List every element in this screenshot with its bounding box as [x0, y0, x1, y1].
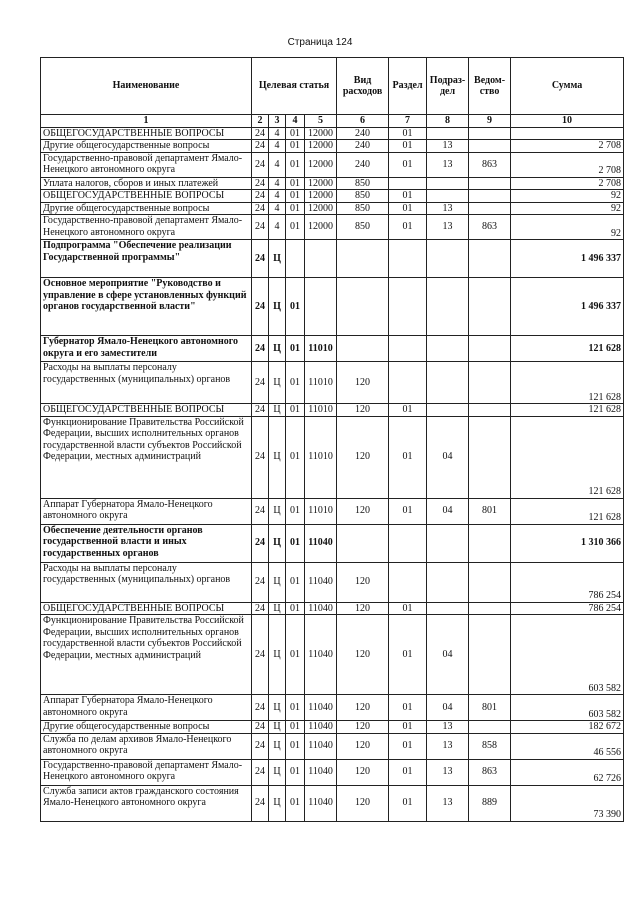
target-c3: Ц	[269, 759, 286, 785]
row-name: Служба записи актов гражданского состояния Ямало-Ненецкого автономного округа	[41, 785, 252, 821]
target-c2: 24	[252, 602, 269, 615]
sum-cell: 121 628	[511, 498, 624, 524]
vedomstvo-cell	[469, 416, 511, 498]
target-c5	[305, 278, 337, 336]
target-c2: 24	[252, 362, 269, 404]
col-number: 1	[41, 115, 252, 128]
podrazdel-cell	[427, 404, 469, 417]
target-c2: 24	[252, 404, 269, 417]
vid-cell: 120	[337, 695, 389, 721]
target-c5: 11040	[305, 695, 337, 721]
target-c3: 4	[269, 140, 286, 153]
table-row	[41, 404, 624, 417]
vedomstvo-cell: 863	[469, 152, 511, 177]
target-c3: 4	[269, 127, 286, 140]
target-c5: 11040	[305, 615, 337, 695]
col-number: 3	[269, 115, 286, 128]
podrazdel-cell	[427, 127, 469, 140]
target-c4: 01	[286, 524, 305, 562]
target-c5: 11040	[305, 602, 337, 615]
target-c2: 24	[252, 240, 269, 278]
vedomstvo-cell: 863	[469, 759, 511, 785]
target-c2: 24	[252, 336, 269, 362]
row-name: Другие общегосударственные вопросы	[41, 721, 252, 734]
target-c2: 24	[252, 562, 269, 602]
target-c3: 4	[269, 152, 286, 177]
vid-cell: 850	[337, 190, 389, 203]
target-c2: 24	[252, 278, 269, 336]
razdel-cell: 01	[389, 190, 427, 203]
vedomstvo-cell	[469, 721, 511, 734]
target-c3: Ц	[269, 562, 286, 602]
table-row	[41, 695, 624, 721]
table-row	[41, 759, 624, 785]
vid-cell: 120	[337, 759, 389, 785]
razdel-cell: 01	[389, 721, 427, 734]
column-number-row	[41, 115, 624, 128]
target-c2: 24	[252, 190, 269, 203]
table-row	[41, 733, 624, 759]
col-number: 4	[286, 115, 305, 128]
podrazdel-cell: 13	[427, 202, 469, 215]
vedomstvo-cell: 858	[469, 733, 511, 759]
target-c5: 12000	[305, 215, 337, 240]
podrazdel-cell	[427, 278, 469, 336]
sum-cell: 121 628	[511, 404, 624, 417]
table-row	[41, 615, 624, 695]
page-number: Страница 124	[287, 37, 353, 48]
vid-cell: 120	[337, 562, 389, 602]
budget-table	[40, 57, 624, 822]
row-name: Функционирование Правительства Российской Федерации, высших исполнительных органов государственной власти субъектов Российской Федерации, местных администраций	[41, 615, 252, 695]
target-c3: Ц	[269, 240, 286, 278]
target-c4: 01	[286, 404, 305, 417]
razdel-cell: 01	[389, 602, 427, 615]
sum-cell: 2 708	[511, 152, 624, 177]
vid-cell: 120	[337, 721, 389, 734]
target-c3: Ц	[269, 278, 286, 336]
target-c5: 11010	[305, 416, 337, 498]
target-c4: 01	[286, 140, 305, 153]
target-c5: 12000	[305, 152, 337, 177]
razdel-cell	[389, 240, 427, 278]
target-c3: Ц	[269, 404, 286, 417]
target-c4: 01	[286, 416, 305, 498]
vid-cell: 240	[337, 152, 389, 177]
target-c3: Ц	[269, 615, 286, 695]
vedomstvo-cell	[469, 336, 511, 362]
table-row	[41, 602, 624, 615]
vedomstvo-cell	[469, 140, 511, 153]
podrazdel-cell	[427, 362, 469, 404]
target-c3: Ц	[269, 733, 286, 759]
target-c4: 01	[286, 190, 305, 203]
podrazdel-cell: 13	[427, 733, 469, 759]
target-c2: 24	[252, 695, 269, 721]
razdel-cell: 01	[389, 416, 427, 498]
vid-cell: 120	[337, 404, 389, 417]
table-row	[41, 127, 624, 140]
header-row	[41, 58, 624, 115]
table-row	[41, 278, 624, 336]
podrazdel-cell	[427, 562, 469, 602]
sum-cell: 121 628	[511, 416, 624, 498]
target-c2: 24	[252, 733, 269, 759]
target-c3: 4	[269, 190, 286, 203]
razdel-cell: 01	[389, 152, 427, 177]
sum-cell: 46 556	[511, 733, 624, 759]
table-row	[41, 202, 624, 215]
sum-cell: 73 390	[511, 785, 624, 821]
col-number: 8	[427, 115, 469, 128]
vid-cell: 120	[337, 416, 389, 498]
vid-cell: 240	[337, 127, 389, 140]
col-number: 6	[337, 115, 389, 128]
podrazdel-cell	[427, 602, 469, 615]
target-c2: 24	[252, 177, 269, 190]
vid-cell: 120	[337, 498, 389, 524]
target-c3: 4	[269, 215, 286, 240]
target-c5: 12000	[305, 202, 337, 215]
row-name: ОБЩЕГОСУДАРСТВЕННЫЕ ВОПРОСЫ	[41, 404, 252, 417]
table-row	[41, 524, 624, 562]
sum-cell: 2 708	[511, 177, 624, 190]
podrazdel-cell: 04	[427, 498, 469, 524]
target-c3: 4	[269, 202, 286, 215]
target-c4: 01	[286, 759, 305, 785]
sum-cell: 182 672	[511, 721, 624, 734]
razdel-cell: 01	[389, 615, 427, 695]
vedomstvo-cell	[469, 240, 511, 278]
vedomstvo-cell: 801	[469, 695, 511, 721]
sum-cell: 786 254	[511, 602, 624, 615]
vedomstvo-cell	[469, 177, 511, 190]
header-razdel: Раздел	[389, 58, 427, 115]
col-number: 9	[469, 115, 511, 128]
row-name: Государственно-правовой департамент Ямало-Ненецкого автономного округа	[41, 215, 252, 240]
podrazdel-cell: 04	[427, 615, 469, 695]
podrazdel-cell: 13	[427, 721, 469, 734]
header-vedomstvo: Ведом-ство	[469, 58, 511, 115]
razdel-cell: 01	[389, 785, 427, 821]
target-c2: 24	[252, 524, 269, 562]
sum-cell: 92	[511, 190, 624, 203]
target-c3: Ц	[269, 695, 286, 721]
sum-cell: 121 628	[511, 362, 624, 404]
razdel-cell: 01	[389, 127, 427, 140]
row-name: ОБЩЕГОСУДАРСТВЕННЫЕ ВОПРОСЫ	[41, 127, 252, 140]
podrazdel-cell	[427, 524, 469, 562]
vedomstvo-cell	[469, 524, 511, 562]
target-c2: 24	[252, 140, 269, 153]
vedomstvo-cell: 801	[469, 498, 511, 524]
vedomstvo-cell	[469, 362, 511, 404]
col-number: 7	[389, 115, 427, 128]
podrazdel-cell	[427, 240, 469, 278]
razdel-cell	[389, 278, 427, 336]
target-c3: Ц	[269, 721, 286, 734]
target-c5: 11040	[305, 562, 337, 602]
target-c3: Ц	[269, 524, 286, 562]
header-target: Целевая статья	[252, 58, 337, 115]
target-c5: 12000	[305, 190, 337, 203]
table-row	[41, 336, 624, 362]
target-c4: 01	[286, 127, 305, 140]
vedomstvo-cell: 863	[469, 215, 511, 240]
vid-cell: 120	[337, 785, 389, 821]
razdel-cell: 01	[389, 695, 427, 721]
target-c2: 24	[252, 721, 269, 734]
target-c5: 11040	[305, 785, 337, 821]
row-name: Уплата налогов, сборов и иных платежей	[41, 177, 252, 190]
row-name: Расходы на выплаты персоналу государственных (муниципальных) органов	[41, 562, 252, 602]
target-c3: Ц	[269, 416, 286, 498]
podrazdel-cell: 04	[427, 695, 469, 721]
table-row	[41, 721, 624, 734]
vid-cell: 120	[337, 733, 389, 759]
target-c4	[286, 240, 305, 278]
row-name: Расходы на выплаты персоналу государственных (муниципальных) органов	[41, 362, 252, 404]
table-row	[41, 140, 624, 153]
row-name: Служба по делам архивов Ямало-Ненецкого автономного округа	[41, 733, 252, 759]
razdel-cell: 01	[389, 215, 427, 240]
col-number: 10	[511, 115, 624, 128]
sum-cell: 121 628	[511, 336, 624, 362]
target-c5: 11010	[305, 404, 337, 417]
target-c4: 01	[286, 695, 305, 721]
podrazdel-cell	[427, 336, 469, 362]
table-row	[41, 562, 624, 602]
podrazdel-cell: 04	[427, 416, 469, 498]
sum-cell: 1 496 337	[511, 240, 624, 278]
col-number: 5	[305, 115, 337, 128]
target-c3: Ц	[269, 336, 286, 362]
target-c5: 12000	[305, 177, 337, 190]
podrazdel-cell: 13	[427, 759, 469, 785]
target-c4: 01	[286, 336, 305, 362]
table-row	[41, 416, 624, 498]
vid-cell: 850	[337, 215, 389, 240]
target-c5: 11040	[305, 759, 337, 785]
sum-cell: 92	[511, 215, 624, 240]
target-c4: 01	[286, 152, 305, 177]
razdel-cell	[389, 524, 427, 562]
target-c4: 01	[286, 785, 305, 821]
target-c2: 24	[252, 615, 269, 695]
vedomstvo-cell: 889	[469, 785, 511, 821]
target-c2: 24	[252, 759, 269, 785]
razdel-cell	[389, 177, 427, 190]
razdel-cell	[389, 362, 427, 404]
vedomstvo-cell	[469, 602, 511, 615]
target-c5	[305, 240, 337, 278]
table-row	[41, 215, 624, 240]
target-c4: 01	[286, 215, 305, 240]
sum-cell: 62 726	[511, 759, 624, 785]
col-number: 2	[252, 115, 269, 128]
vid-cell: 240	[337, 140, 389, 153]
header-podrazdel: Подраз-дел	[427, 58, 469, 115]
target-c5: 11010	[305, 498, 337, 524]
row-name: Функционирование Правительства Российской Федерации, высших исполнительных органов государственной власти субъектов Российской Федерации, местных администраций	[41, 416, 252, 498]
sum-cell: 603 582	[511, 615, 624, 695]
row-name: ОБЩЕГОСУДАРСТВЕННЫЕ ВОПРОСЫ	[41, 602, 252, 615]
table-row	[41, 362, 624, 404]
vedomstvo-cell	[469, 404, 511, 417]
sum-cell	[511, 127, 624, 140]
target-c3: Ц	[269, 498, 286, 524]
target-c4: 01	[286, 602, 305, 615]
podrazdel-cell	[427, 190, 469, 203]
target-c4: 01	[286, 498, 305, 524]
target-c4: 01	[286, 733, 305, 759]
razdel-cell: 01	[389, 498, 427, 524]
razdel-cell: 01	[389, 733, 427, 759]
vid-cell	[337, 524, 389, 562]
table-row	[41, 190, 624, 203]
vid-cell: 850	[337, 202, 389, 215]
table-row	[41, 240, 624, 278]
header-summa: Сумма	[511, 58, 624, 115]
target-c5: 11040	[305, 721, 337, 734]
target-c5: 12000	[305, 140, 337, 153]
target-c2: 24	[252, 127, 269, 140]
razdel-cell: 01	[389, 202, 427, 215]
target-c5: 11040	[305, 524, 337, 562]
podrazdel-cell: 13	[427, 215, 469, 240]
target-c2: 24	[252, 498, 269, 524]
target-c3: 4	[269, 177, 286, 190]
target-c4: 01	[286, 721, 305, 734]
row-name: Государственно-правовой департамент Ямало-Ненецкого автономного округа	[41, 759, 252, 785]
sum-cell: 2 708	[511, 140, 624, 153]
target-c4: 01	[286, 177, 305, 190]
target-c2: 24	[252, 785, 269, 821]
table-row	[41, 498, 624, 524]
target-c3: Ц	[269, 602, 286, 615]
razdel-cell: 01	[389, 140, 427, 153]
vid-cell: 850	[337, 177, 389, 190]
target-c2: 24	[252, 215, 269, 240]
target-c2: 24	[252, 202, 269, 215]
row-name: Основное мероприятие "Руководство и управление в сфере установленных функций органов государственной власти"	[41, 278, 252, 336]
vedomstvo-cell	[469, 278, 511, 336]
vid-cell	[337, 336, 389, 362]
razdel-cell	[389, 336, 427, 362]
target-c4: 01	[286, 278, 305, 336]
target-c4: 01	[286, 202, 305, 215]
vid-cell	[337, 278, 389, 336]
header-vid: Вид расходов	[337, 58, 389, 115]
target-c4: 01	[286, 562, 305, 602]
header-name: Наименование	[41, 58, 252, 115]
target-c3: Ц	[269, 785, 286, 821]
target-c5: 11010	[305, 362, 337, 404]
podrazdel-cell: 13	[427, 785, 469, 821]
vedomstvo-cell	[469, 127, 511, 140]
sum-cell: 786 254	[511, 562, 624, 602]
sum-cell: 92	[511, 202, 624, 215]
razdel-cell: 01	[389, 759, 427, 785]
sum-cell: 1 310 366	[511, 524, 624, 562]
target-c4: 01	[286, 362, 305, 404]
row-name: ОБЩЕГОСУДАРСТВЕННЫЕ ВОПРОСЫ	[41, 190, 252, 203]
razdel-cell: 01	[389, 404, 427, 417]
podrazdel-cell: 13	[427, 152, 469, 177]
target-c5: 11010	[305, 336, 337, 362]
row-name: Другие общегосударственные вопросы	[41, 140, 252, 153]
target-c2: 24	[252, 416, 269, 498]
table-row	[41, 785, 624, 821]
sum-cell: 1 496 337	[511, 278, 624, 336]
vedomstvo-cell	[469, 190, 511, 203]
vid-cell: 120	[337, 602, 389, 615]
row-name: Обеспечение деятельности органов государственной власти и иных государственных органов	[41, 524, 252, 562]
vid-cell: 120	[337, 615, 389, 695]
vedomstvo-cell	[469, 562, 511, 602]
sum-cell: 603 582	[511, 695, 624, 721]
target-c4: 01	[286, 615, 305, 695]
row-name: Государственно-правовой департамент Ямало-Ненецкого автономного округа	[41, 152, 252, 177]
table-row	[41, 152, 624, 177]
row-name: Аппарат Губернатора Ямало-Ненецкого автономного округа	[41, 695, 252, 721]
vedomstvo-cell	[469, 615, 511, 695]
row-name: Другие общегосударственные вопросы	[41, 202, 252, 215]
podrazdel-cell: 13	[427, 140, 469, 153]
vid-cell: 120	[337, 362, 389, 404]
podrazdel-cell	[427, 177, 469, 190]
vid-cell	[337, 240, 389, 278]
razdel-cell	[389, 562, 427, 602]
table-row	[41, 177, 624, 190]
table-body	[41, 127, 624, 821]
target-c5: 12000	[305, 127, 337, 140]
row-name: Губернатор Ямало-Ненецкого автономного округа и его заместители	[41, 336, 252, 362]
target-c2: 24	[252, 152, 269, 177]
row-name: Аппарат Губернатора Ямало-Ненецкого автономного округа	[41, 498, 252, 524]
target-c5: 11040	[305, 733, 337, 759]
row-name: Подпрограмма "Обеспечение реализации Государственной программы"	[41, 240, 252, 278]
target-c3: Ц	[269, 362, 286, 404]
vedomstvo-cell	[469, 202, 511, 215]
